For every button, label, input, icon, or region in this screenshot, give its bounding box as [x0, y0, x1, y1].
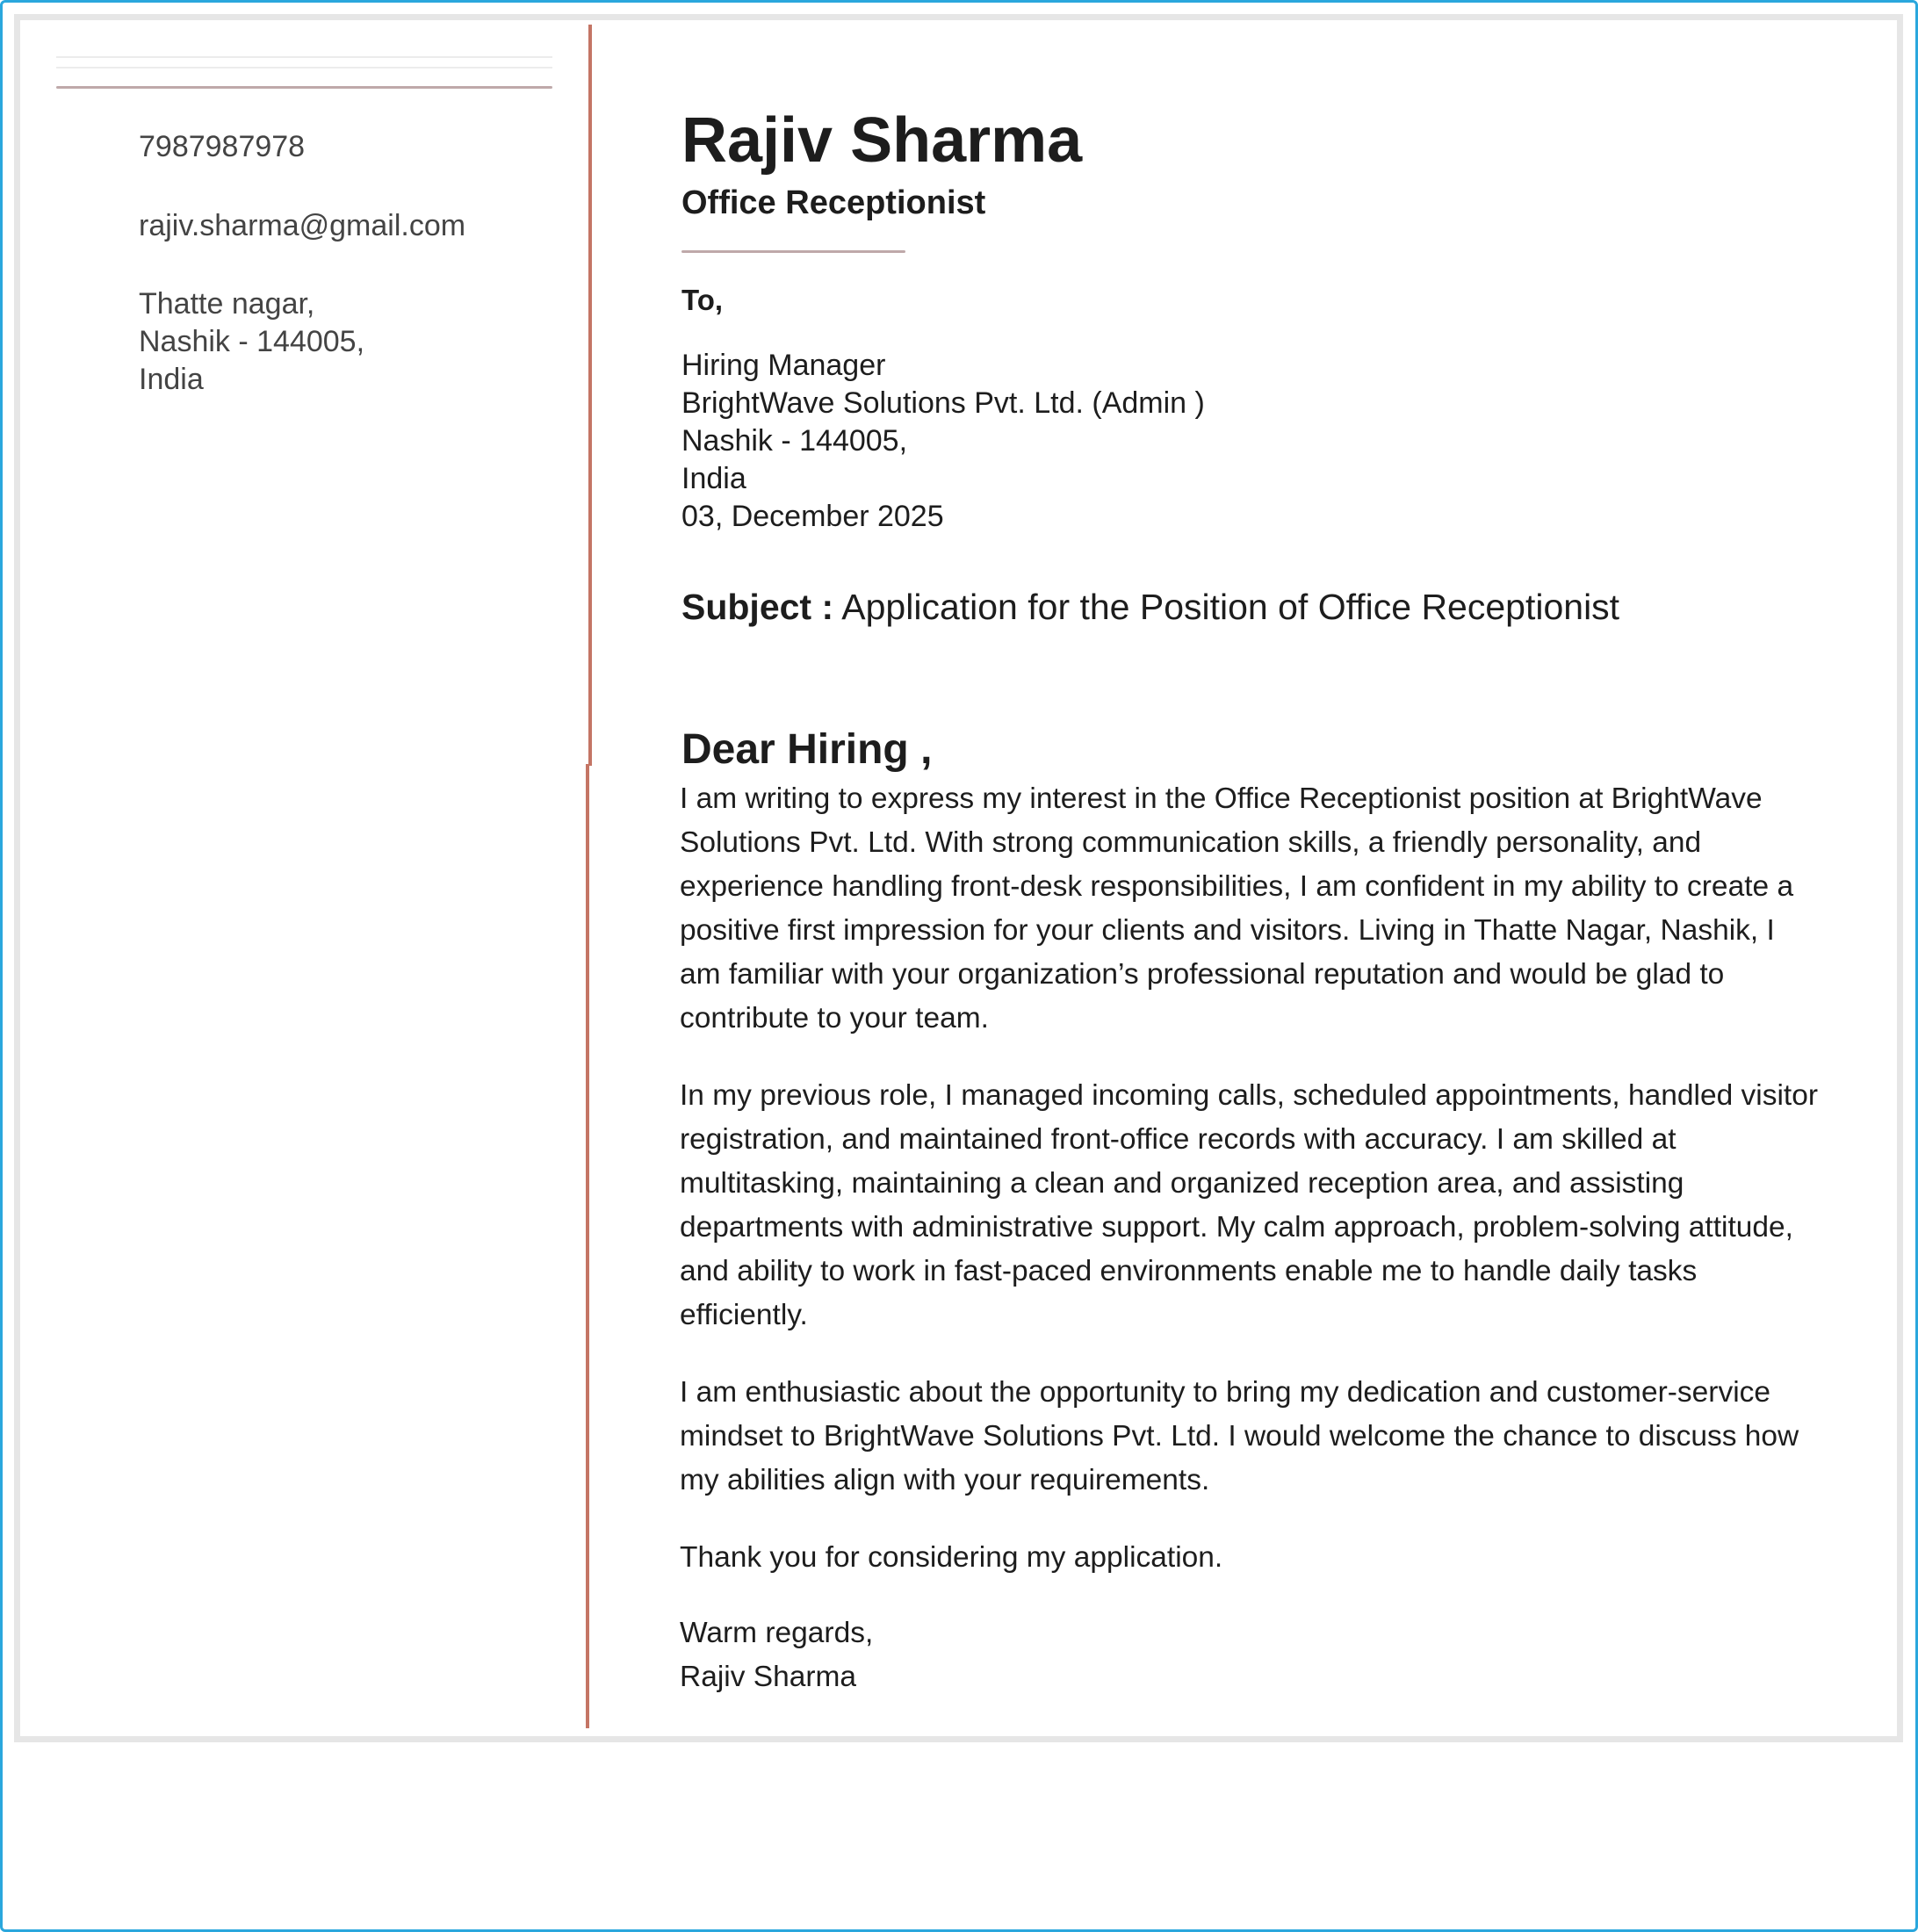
body-paragraph: I am enthusiastic about the opportunity to bring my dedication and customer-service mindset to BrightWave Solutions Pvt. Ltd. I would welcome the chance to discuss how my abilities align with your requirements.: [680, 1376, 1799, 1496]
body-paragraph: In my previous role, I managed incoming calls, scheduled appointments, handled visitor registration, and maintained front-office records with accuracy. I am skilled at multitasking, maintaining a clean and organized reception area, and assisting departments with administrative support. My calm approach, problem-solving attitude, and ability to work in fast-paced environments enable me to handle daily tasks efficiently.: [680, 1079, 1819, 1331]
sender-title: Office Receptionist: [681, 184, 986, 221]
sidebar-divider-rule: [56, 86, 552, 89]
to-label: To,: [681, 284, 724, 316]
subject-line: [681, 585, 1619, 629]
address-line: Thatte nagar,: [139, 287, 315, 321]
body-paragraph: Thank you for considering my application.: [680, 1541, 1223, 1574]
sidebar-top-rule: [56, 56, 552, 68]
column-divider-upper: [588, 25, 592, 766]
letter-date: 03, December 2025: [681, 500, 944, 533]
contact-phone: 7987987978: [139, 130, 306, 163]
subject-label: Subject :: [681, 587, 834, 627]
recipient-line: Nashik - 144005,: [681, 424, 908, 458]
recipient-block: [681, 347, 1205, 536]
recipient-line: Hiring Manager: [681, 349, 886, 382]
recipient-line: BrightWave Solutions Pvt. Ltd. (Admin ): [681, 386, 1205, 420]
closing-block: [680, 1611, 873, 1699]
title-rule: [681, 250, 905, 253]
sender-name: Rajiv Sharma: [681, 105, 1083, 176]
column-divider-lower: [586, 764, 589, 1728]
body-paragraph: I am writing to express my interest in the Office Receptionist position at BrightWave Solutions Pvt. Ltd. With strong communication skills, a friendly personality, and experience handling front-desk responsibilities, I am confident in my ability to create a positive first impression for your clients and visitors. Living in Thatte Nagar, Nashik, I am familiar with your organization’s professional reputation and would be glad to contribute to your team.: [680, 782, 1794, 1034]
sign-off: Warm regards,: [680, 1617, 874, 1649]
contact-email: rajiv.sharma@gmail.com: [139, 209, 466, 242]
recipient-line: India: [681, 462, 746, 495]
contact-address: [139, 285, 364, 399]
address-line: India: [139, 363, 204, 396]
address-line: Nashik - 144005,: [139, 325, 365, 358]
salutation: Dear Hiring ,: [681, 726, 933, 773]
letter-body: [680, 777, 1821, 1613]
subject-text: Application for the Position of Office Receptionist: [841, 587, 1620, 627]
signature-name: Rajiv Sharma: [680, 1661, 857, 1693]
